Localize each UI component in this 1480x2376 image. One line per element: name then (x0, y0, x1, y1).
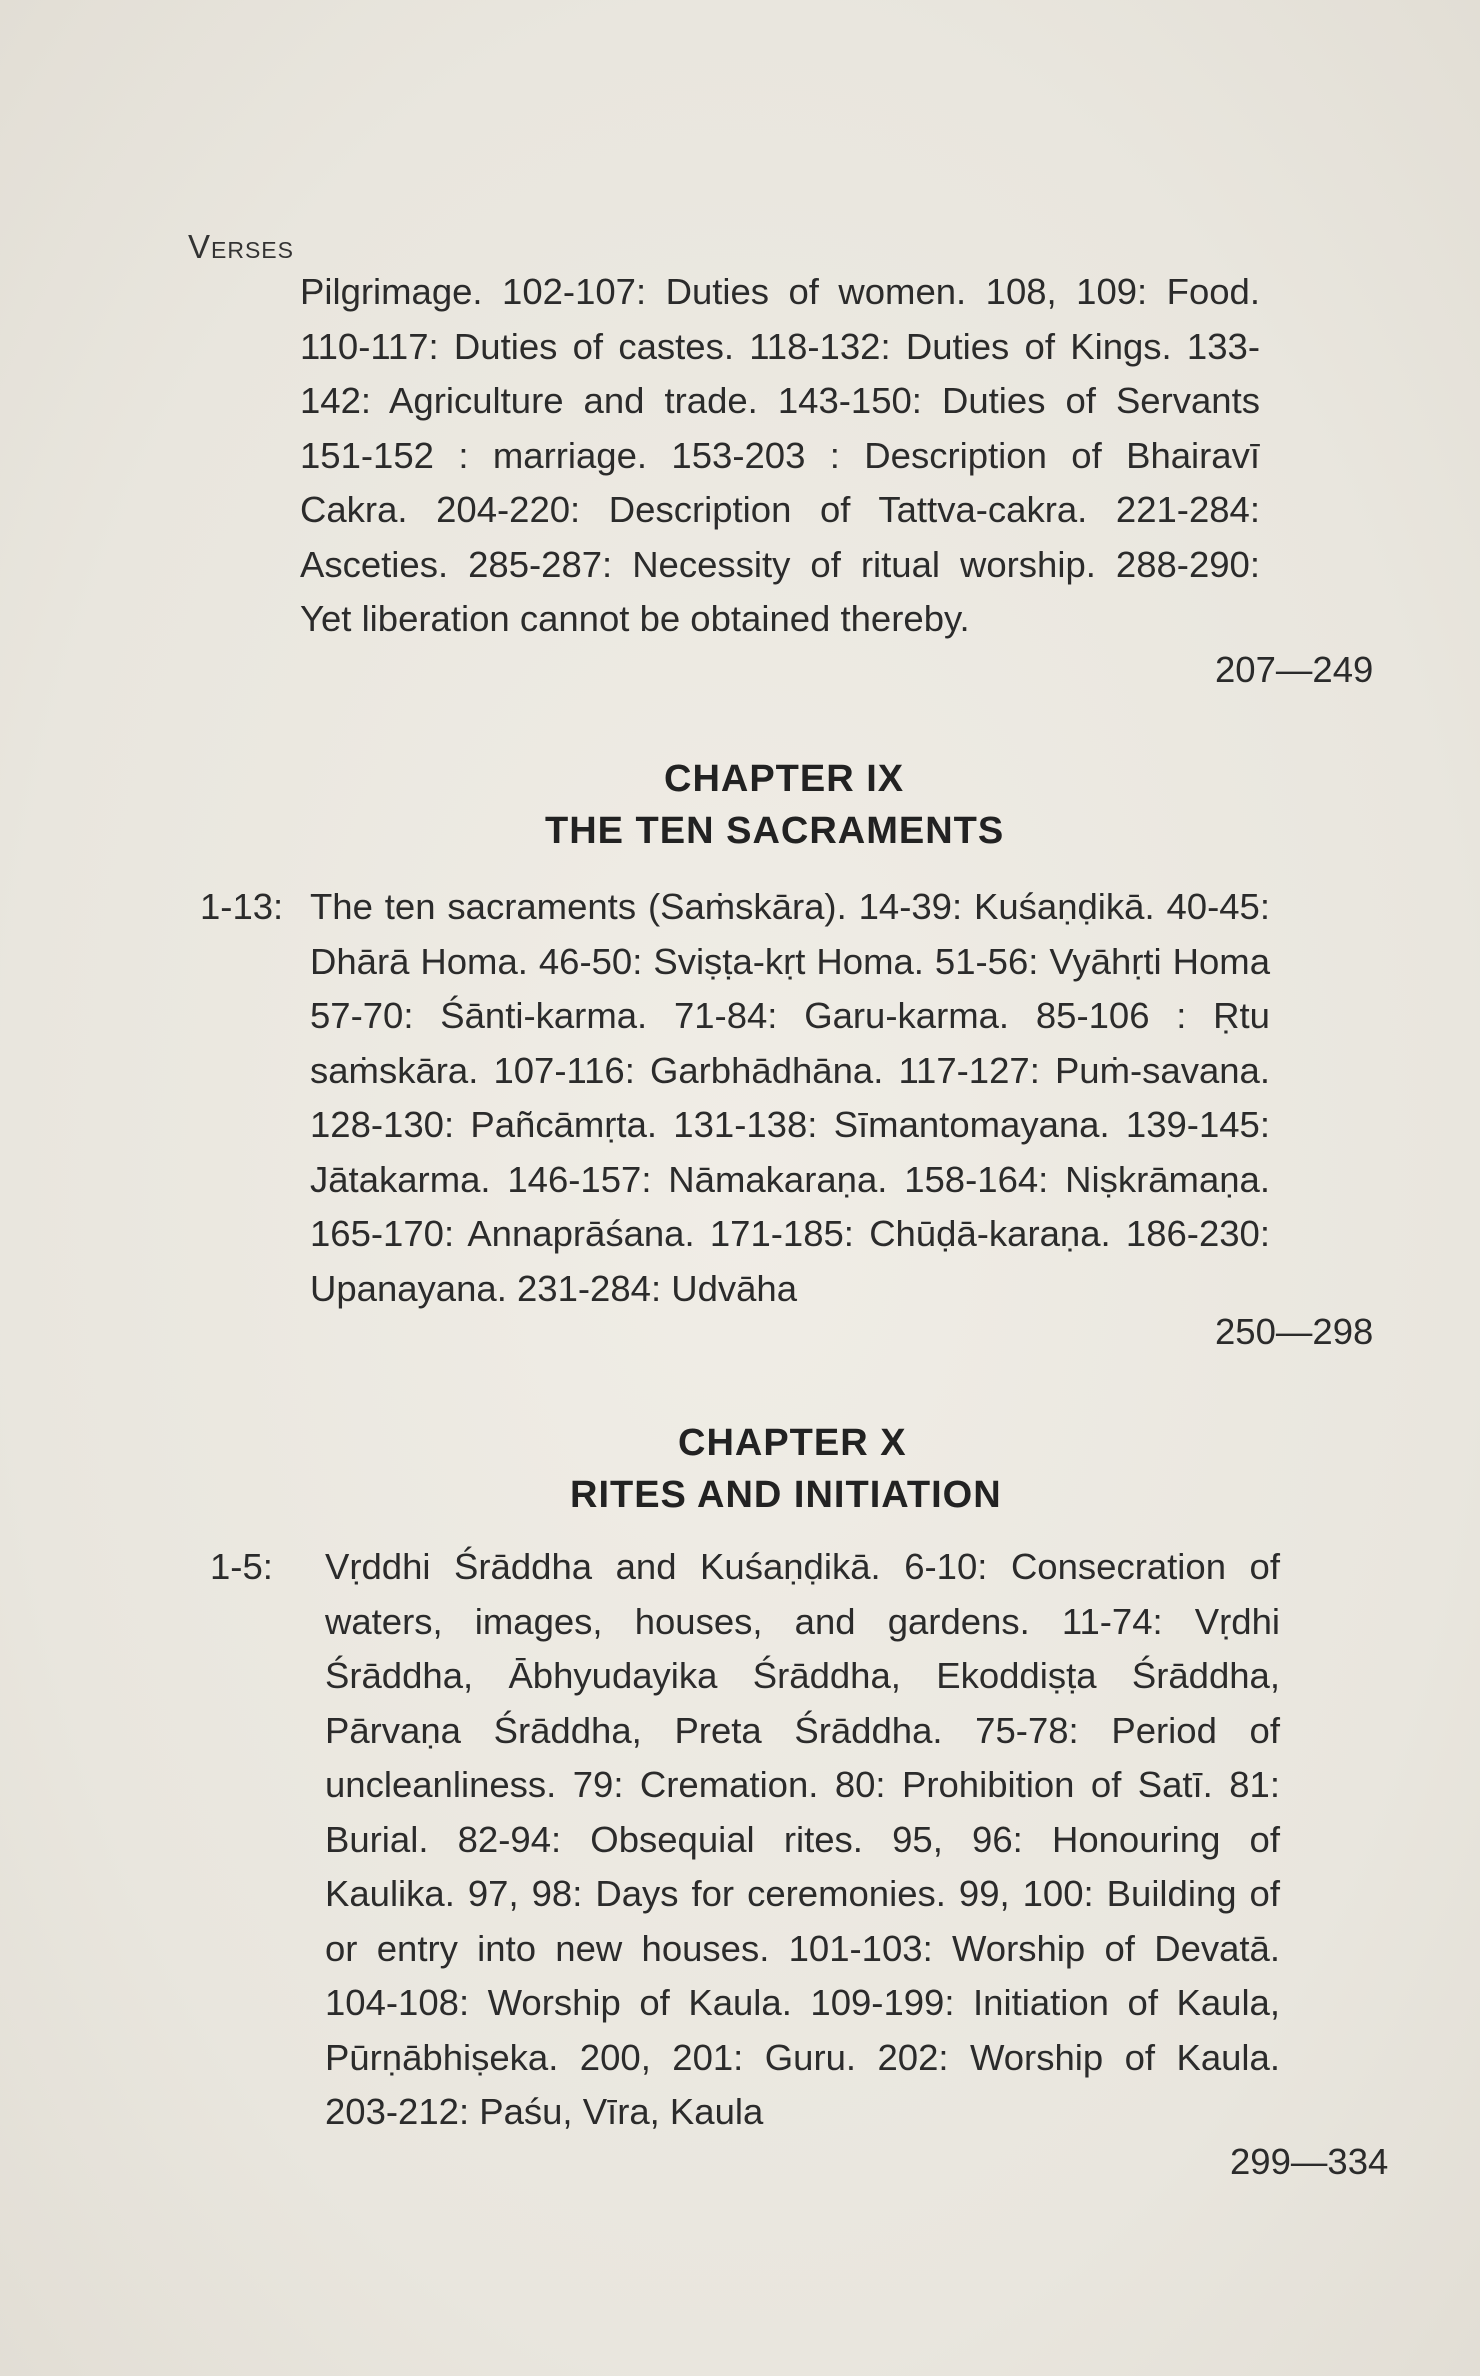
chapter-title: THE TEN SACRAMENTS (545, 810, 1005, 852)
entry-text: Vṛddhi Śrāddha and Kuśaṇḍikā. 6-10: Consecration of waters, images, houses, and gardens. 11-74: Vṛdhi Śrāddha, Ābhyudayika Śrāddha, Ekoddiṣṭa Śrāddha, Pārvaṇa Śrāddha, Preta Śrāddha. 75-78: Period of uncleanliness. 79: Cremation. 80: Prohibition of Satī. 81: Burial. 82-94: Obsequial rites. 95, 96: Honouring of Kaulika. 97, 98: Days for ceremonies. 99, 100: Building of or entry into new houses. 101-103: Worship of Devatā. 104-108: Worship of Kaula. 109-199: Initiation of Kaula, Pūrṇābhiṣeka. 200, 201: Guru. 202: Worship of Kaula. 203-212: Paśu, Vīra, Kaula (325, 1546, 1280, 2132)
verse-range: 1-5: (210, 1546, 273, 1587)
page-range: 207—249 (1215, 649, 1374, 690)
verse-range: 1-13: (200, 886, 284, 927)
contents-entry (210, 1540, 1410, 2200)
entry-text: Pilgrimage. 102-107: Duties of women. 108, 109: Food. 110-117: Duties of castes. 118-132: Duties of Kings. 133-142: Agriculture and trade. 143-150: Duties of Servants 151-152 : marriage. 153-203 : Description of Bhairavī Cakra. 204-220: Description of Tattva-cakra. 221-284: Asceties. 285-287: Necessity of ritual worship. 288-290: Yet liberation cannot be obtained thereby. (300, 271, 1260, 639)
chapter-title: RITES AND INITIATION (570, 1474, 1002, 1516)
running-head: Verses (188, 228, 294, 265)
chapter-number: CHAPTER IX (664, 758, 905, 800)
entry-text: The ten sacraments (Saṁskāra). 14-39: Kuśaṇḍikā. 40-45: Dhārā Homa. 46-50: Sviṣṭa-kṛt Homa. 51-56: Vyāhṛti Homa 57-70: Śānti-karma. 71-84: Garu-karma. 85-106 : Ṛtu saṁskāra. 107-116: Garbhādhāna. 117-127: Puṁ-savana. 128-130: Pañcāmṛta. 131-138: Sīmantomayana. 139-145: Jātakarma. 146-157: Nāmakaraṇa. 158-164: Niṣkrāmaṇa. 165-170: Annaprāśana. 171-185: Chūḍā-karaṇa. 186-230: Upanayana. 231-284: Udvāha (310, 886, 1270, 1309)
page-range: 299—334 (1230, 2141, 1389, 2182)
page-range: 250—298 (1215, 1311, 1374, 1352)
contents-entry (200, 880, 1400, 1360)
chapter-number: CHAPTER X (678, 1422, 907, 1464)
contents-entry (300, 265, 1380, 705)
